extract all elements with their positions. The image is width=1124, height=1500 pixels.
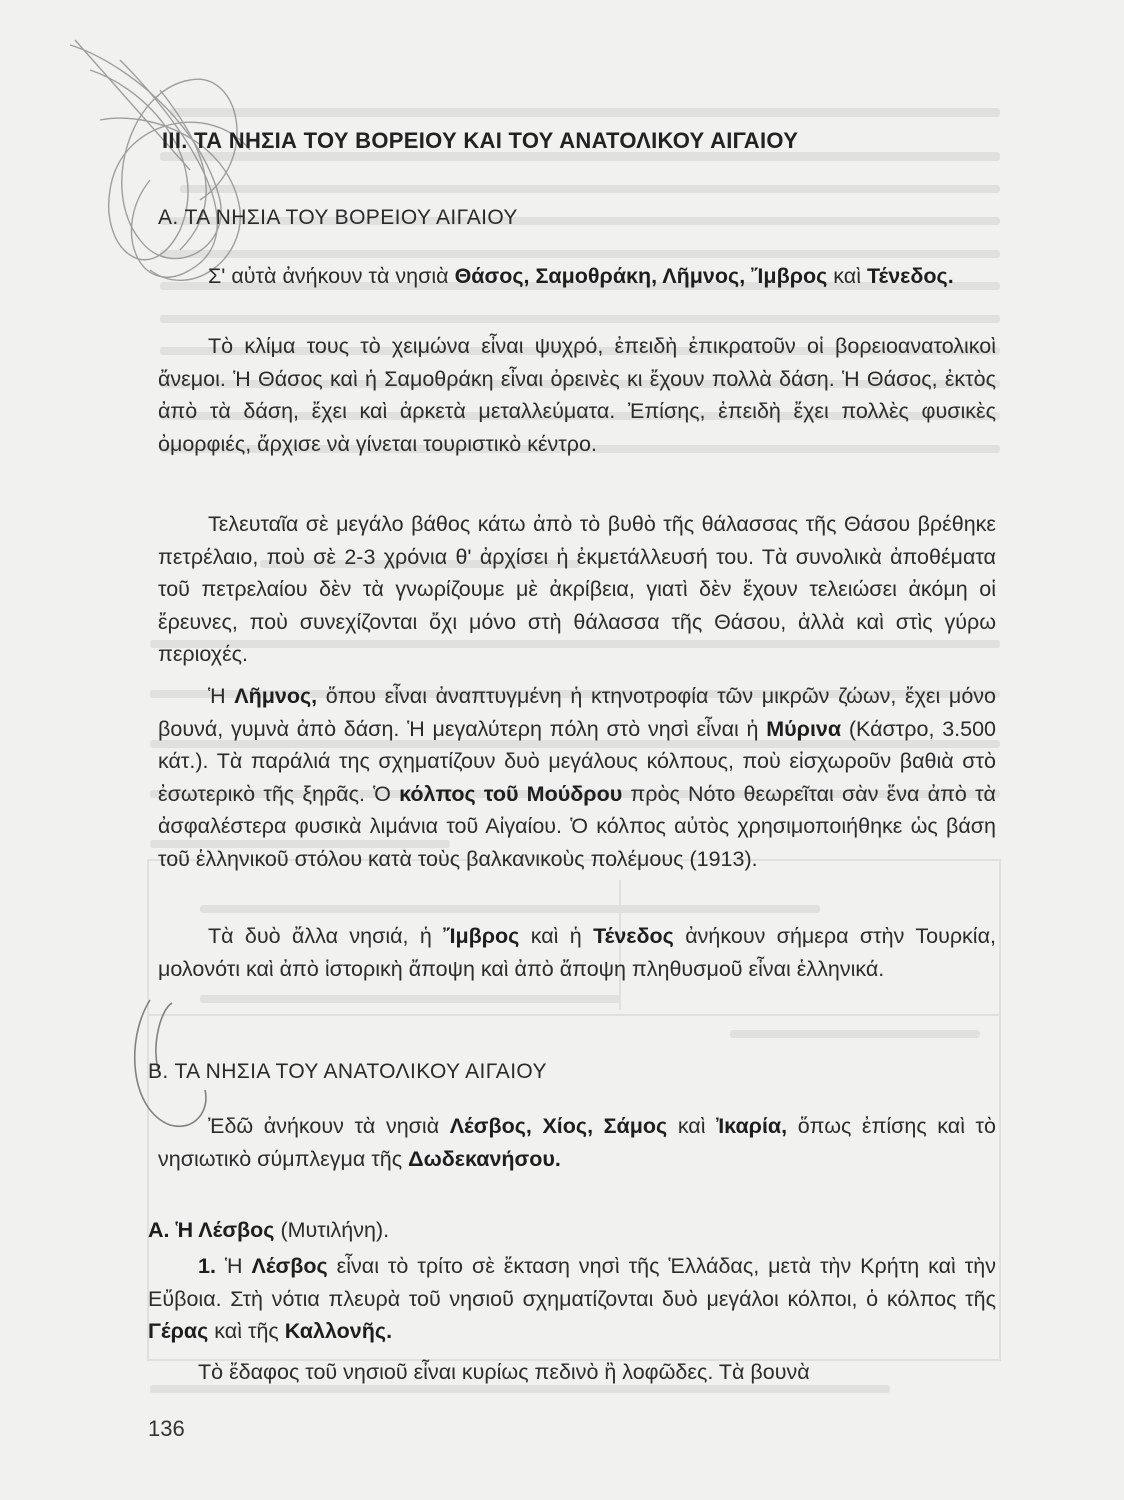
paragraph-2: Τὸ κλίμα τους τὸ χειμώνα εἶναι ψυχρό, ἐπειδὴ ἐπικρατοῦν οἱ βορειοανατολικοὶ ἄνεμοι. Ἡ Θάσος καὶ ἡ Σαμοθράκη εἶναι ὀρεινὲς κι ἔχουν πολλὰ δάση. Ἡ Θάσος, ἐκτὸς ἀπὸ τὰ δάση, ἔχει καὶ ἀρκετὰ μεταλλεύματα. Ἐπίσης, ἐπειδὴ ἔχει πολλὲς φυσικὲς ὀμορφιές, ἄρχισε νὰ γίνεται τουριστικὸ κέντρο. — [158, 334, 996, 456]
paragraph-1: Σ' αὐτὰ ἀνήκουν τὰ νησιὰ Θάσος, Σαμοθράκη, Λῆμνος, Ἴμβρος καὶ Τένεδος. — [208, 264, 954, 288]
section-a-heading: Α. ΤΑ ΝΗΣΙΑ ΤΟΥ ΒΟΡΕΙΟΥ ΑΙΓΑΙΟΥ — [158, 206, 518, 229]
paragraph-5: Τὰ δυὸ ἄλλα νησιά, ἡ Ἴμβρος καὶ ἡ Τένεδος ἀνήκουν σήμερα στὴν Τουρκία, μολονότι καὶ ἀπὸ ἱστορικὴ ἄποψη καὶ ἀπὸ ἄποψη πληθυσμοῦ εἶναι ἑλληνικά. — [158, 924, 996, 981]
chapter-heading: ΙΙΙ. ΤΑ ΝΗΣΙΑ ΤΟΥ ΒΟΡΕΙΟΥ ΚΑΙ ΤΟΥ ΑΝΑΤΟΛΙΚΟΥ ΑΙΓΑΙΟΥ — [162, 128, 799, 153]
paragraph-6: Ἐδῶ ἀνήκουν τὰ νησιὰ Λέσβος, Χίος, Σάμος καὶ Ἰκαρία, ὅπως ἐπίσης καὶ τὸ νησιωτικὸ σύμπλεγμα τῆς Δωδεκανήσου. — [158, 1114, 997, 1171]
paragraph-4: Ἡ Λῆμνος, ὅπου εἶναι ἀναπτυγμένη ἡ κτηνοτροφία τῶν μικρῶν ζώων, ἔχει μόνο βουνά, γυμνὰ ἀπὸ δάση. Ἡ μεγαλύτερη πόλη στὸ νησὶ εἶναι ἡ Μύρινα (Κάστρο, 3.500 κάτ.). Τὰ παράλιά της σχηματίζουν δυὸ μεγάλους κόλπους, ποὺ εἰσχωροῦν βαθιὰ στὸ ἐσωτερικὸ τῆς ξηρᾶς. Ὁ κόλπος τοῦ Μούδρου πρὸς Νότο θεωρεῖται σὰν ἕνα ἀπὸ τὰ ἀσφαλέστερα φυσικὰ λιμάνια τοῦ Αἰγαίου. Ὁ κόλπος αὐτὸς χρησιμοποιήθηκε ὡς βάση τοῦ ἑλληνικοῦ στόλου κατὰ τοὺς βαλκανικοὺς πολέμους (1913). — [158, 684, 996, 871]
paragraph-8: Τὸ ἔδαφος τοῦ νησιοῦ εἶναι κυρίως πεδινὸ ἢ λοφῶδες. Τὰ βουνὰ — [198, 1360, 810, 1384]
page-number: 136 — [148, 1416, 185, 1441]
paragraph-3: Τελευταῖα σὲ μεγάλο βάθος κάτω ἀπὸ τὸ βυθὸ τῆς θάλασσας τῆς Θάσου βρέθηκε πετρέλαιο, ποὺ σὲ 2-3 χρόνια θ' ἀρχίσει ἡ ἐκμετάλλευσή του. Τὰ συνολικὰ ἀποθέματα τοῦ πετρελαίου δὲν τὰ γνωρίζουμε μὲ ἀκρίβεια, γιατὶ δὲν ἔχουν τελειώσει ἀκόμη οἱ ἔρευνες, ποὺ συνεχίζονται ὄχι μόνο στὴ θάλασσα τῆς Θάσου, ἀλλὰ καὶ στὶς γύρω περιοχές. — [158, 512, 996, 666]
section-b-heading: Β. ΤΑ ΝΗΣΙΑ ΤΟΥ ΑΝΑΤΟΛΙΚΟΥ ΑΙΓΑΙΟΥ — [148, 1060, 547, 1083]
paragraph-7: 1. Ἡ Λέσβος εἶναι τὸ τρίτο σὲ ἔκταση νησὶ τῆς Ἑλλάδας, μετὰ τὴν Κρήτη καὶ τὴν Εὔβοια. Στὴ νότια πλευρὰ τοῦ νησιοῦ σχηματίζονται δυὸ μεγάλοι κόλποι, ὁ κόλπος τῆς Γέρας καὶ τῆς Καλλονῆς. — [148, 1254, 996, 1343]
subsection-lesvos-heading: Α. Ἡ Λέσβος (Μυτιλήνη). — [148, 1218, 390, 1242]
